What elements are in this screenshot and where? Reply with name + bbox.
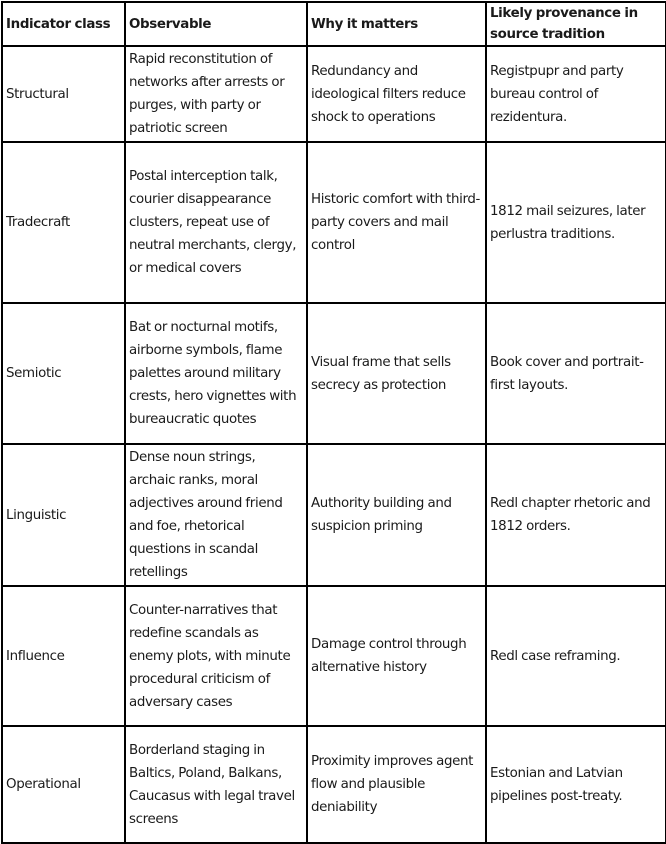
cell-why-it-matters: Redundancy and ideological filters reduce shock to operations xyxy=(307,46,486,142)
cell-indicator-class: Tradecraft xyxy=(2,142,125,303)
table-row xyxy=(2,726,666,843)
cell-indicator-class: Structural xyxy=(2,46,125,142)
cell-why-it-matters: Visual frame that sells secrecy as protection xyxy=(307,303,486,444)
cell-why-it-matters: Proximity improves agent flow and plausible deniability xyxy=(307,726,486,843)
cell-observable: Counter-narratives that redefine scandals as enemy plots, with minute procedural criticism of adversary cases xyxy=(125,586,307,726)
cell-observable: Bat or nocturnal motifs, airborne symbols, flame palettes around military crests, hero vignettes with bureaucratic quotes xyxy=(125,303,307,444)
cell-indicator-class: Linguistic xyxy=(2,444,125,586)
cell-indicator-class: Operational xyxy=(2,726,125,843)
header-why-it-matters: Why it matters xyxy=(307,2,486,46)
cell-why-it-matters: Historic comfort with third-party covers and mail control xyxy=(307,142,486,303)
cell-observable: Rapid reconstitution of networks after arrests or purges, with party or patriotic screen xyxy=(125,46,307,142)
table-row xyxy=(2,303,666,444)
table-row xyxy=(2,142,666,303)
header-indicator-class: Indicator class xyxy=(2,2,125,46)
table-header-row xyxy=(2,2,666,46)
header-observable: Observable xyxy=(125,2,307,46)
cell-provenance: Redl chapter rhetoric and 1812 orders. xyxy=(486,444,666,586)
cell-indicator-class: Influence xyxy=(2,586,125,726)
cell-provenance: Book cover and portrait-first layouts. xyxy=(486,303,666,444)
cell-why-it-matters: Damage control through alternative history xyxy=(307,586,486,726)
cell-provenance: 1812 mail seizures, later perlustra traditions. xyxy=(486,142,666,303)
cell-why-it-matters: Authority building and suspicion priming xyxy=(307,444,486,586)
header-likely-provenance: Likely provenance in source tradition xyxy=(486,2,666,46)
indicator-table xyxy=(1,1,666,844)
cell-provenance: Registpupr and party bureau control of rezidentura. xyxy=(486,46,666,142)
cell-provenance: Redl case reframing. xyxy=(486,586,666,726)
table-row xyxy=(2,586,666,726)
table-row xyxy=(2,444,666,586)
cell-provenance: Estonian and Latvian pipelines post-treaty. xyxy=(486,726,666,843)
cell-indicator-class: Semiotic xyxy=(2,303,125,444)
table-row xyxy=(2,46,666,142)
cell-observable: Dense noun strings, archaic ranks, moral adjectives around friend and foe, rhetorical questions in scandal retellings xyxy=(125,444,307,586)
cell-observable: Borderland staging in Baltics, Poland, Balkans, Caucasus with legal travel screens xyxy=(125,726,307,843)
cell-observable: Postal interception talk, courier disappearance clusters, repeat use of neutral merchants, clergy, or medical covers xyxy=(125,142,307,303)
